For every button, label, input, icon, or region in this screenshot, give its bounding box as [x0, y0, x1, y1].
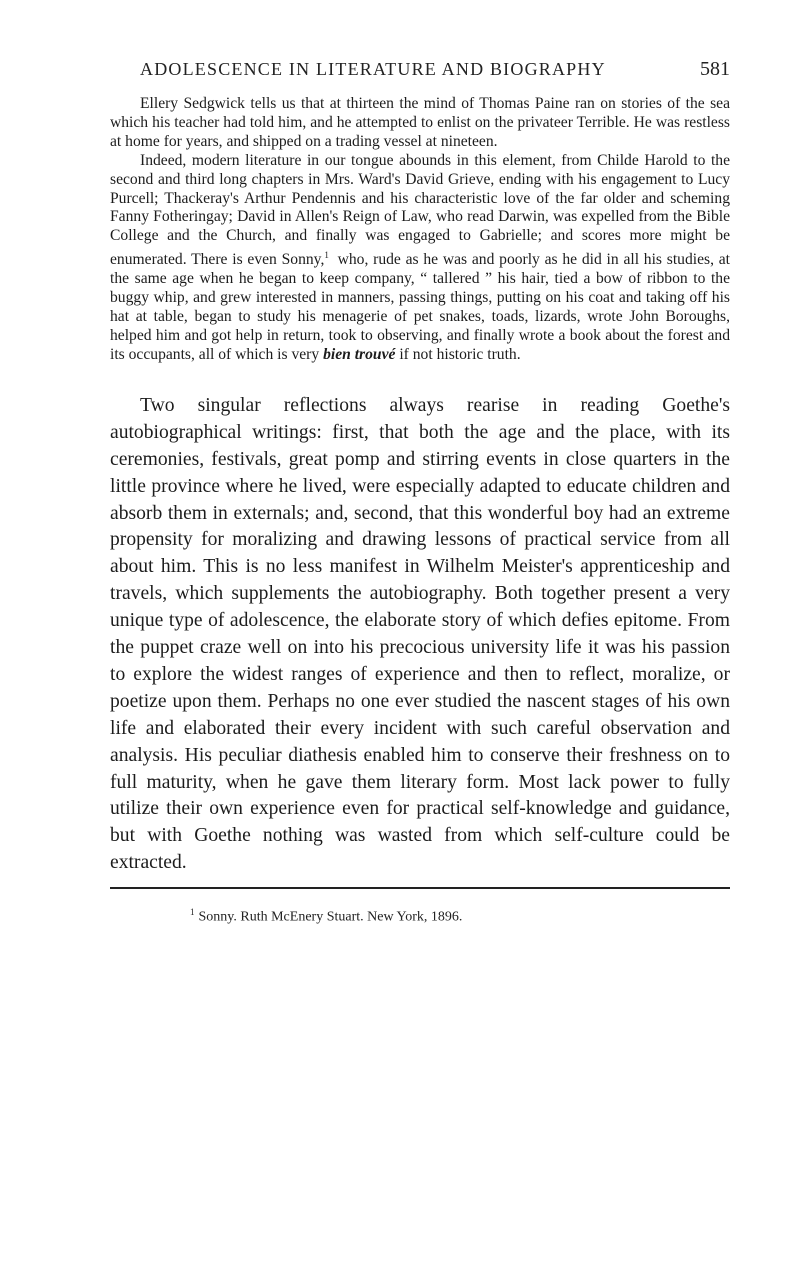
paragraph-text: if not historic truth.	[395, 345, 521, 363]
paragraph-paine: Ellery Sedgwick tells us that at thirteen the mind of Thomas Paine ran on stories of the sea which his teacher had told him, and he attempted to enlist on the privateer Terrible. He was restless at home for years, and shipped on a trading vessel at nineteen.	[110, 95, 730, 150]
footnote-reference: 1	[324, 250, 329, 261]
running-header	[140, 58, 730, 81]
italic-phrase: bien trouvé	[323, 345, 396, 363]
paragraph-modern-literature	[110, 152, 730, 365]
footnote	[190, 903, 730, 927]
paragraph-goethe: Two singular reflections always rearise in reading Goethe's autobiographical writings: first, that both the age and the place, with its ceremonies, festivals, great pomp and stirring events in close quarters in the little province where he lived, were especially adapted to educate children and absorb them in externals; and, second, that this wonderful boy had an extreme propensity for moralizing and drawing lessons of practical service from all about him. This is no less manifest in Wilhelm Meister's apprenticeship and travels, which supplements the autobiography. Both together present a very unique type of adolescence, the elaborate story of which defies epitome. From the puppet craze well on into his precocious university life it was his passion to explore the widest ranges of experience and then to reflect, moralize, or poetize upon them. Perhaps no one ever studied the nascent stages of his own life and elaborated their every incident with such careful observation and analysis. His peculiar diathesis enabled him to conserve their freshness on to full maturity, when he gave them literary form. Most lack power to fully utilize their own experience even for practical self-knowledge and guidance, but with Goethe nothing was wasted from which self-culture could be extracted.	[110, 394, 730, 874]
footnote-text: Sonny. Ruth McEnery Stuart. New York, 1896.	[198, 909, 463, 925]
footnote-divider	[110, 887, 730, 889]
page-number: 581	[700, 58, 730, 80]
running-title: ADOLESCENCE IN LITERATURE AND BIOGRAPHY	[140, 59, 606, 79]
paragraph-text: Indeed, modern literature in our tongue abounds in this element, from Childe Harold to the second and third long chapters in Mrs. Ward's David Grieve, ending with his engagement to Lucy Purcell; Thackeray's Arthur Pendennis and his characteristic love of the far older and scheming Fanny Fotheringay; David in Allen's Reign of Law, who read Darwin, was expelled from the Bible College and the Church, and finally was engaged to Gabrielle; and scores more might be enumerated. There is even Sonny,	[110, 151, 730, 269]
paragraph-text: who, rude as he was and poorly as he did in all his studies, at the same age when he began to keep company, “ tallered ” his hair, tied a bow of ribbon to the buggy whip, and grew interested in manners, passing things, putting on his coat and taking off his hat at table, began to study his menagerie of pet snakes, toads, lizards, wrote John Boroughs, helped him and got help in return, took to observing, and finally wrote a book about the forest and its occupants, all of which is very	[110, 251, 730, 363]
footnote-mark: 1	[190, 907, 195, 918]
book-page	[110, 58, 730, 927]
